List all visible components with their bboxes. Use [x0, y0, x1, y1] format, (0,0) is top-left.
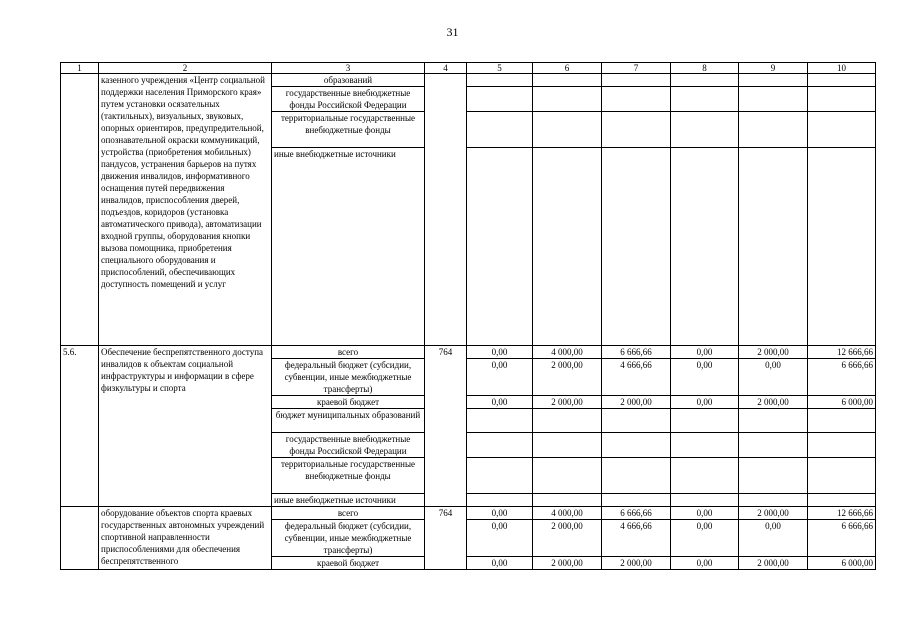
source-cell: иные внебюджетные источники — [272, 494, 425, 507]
value-cell: 2 000,00 — [533, 396, 602, 409]
header-cell: 1 — [61, 63, 99, 74]
value-cell: 2 000,00 — [739, 346, 808, 359]
value-cell: 2 000,00 — [739, 507, 808, 520]
source-cell: краевой бюджет — [272, 396, 425, 409]
value-cell: 0,00 — [467, 557, 533, 570]
header-cell: 9 — [739, 63, 808, 74]
value-cell: 2 000,00 — [739, 396, 808, 409]
code-cell: 764 — [425, 346, 467, 507]
value-cell: 2 000,00 — [739, 557, 808, 570]
budget-table — [60, 62, 876, 570]
code-cell — [425, 74, 467, 346]
code-cell: 764 — [425, 507, 467, 570]
value-cell: 6 666,66 — [602, 507, 671, 520]
item-name-cell: оборудование объектов спорта краевых государственных автономных учреждений спортивной направленности приспособлениями для обеспечения беспрепятственного — [99, 507, 272, 570]
table-row — [61, 507, 876, 520]
value-cell: 0,00 — [671, 359, 739, 396]
value-cell: 2 000,00 — [533, 557, 602, 570]
item-number-cell — [61, 74, 99, 346]
value-cell: 4 000,00 — [533, 346, 602, 359]
source-cell: территориальные государственные внебюджетные фонды — [272, 112, 425, 148]
table-row — [61, 346, 876, 359]
source-cell: территориальные государственные внебюджетные фонды — [272, 458, 425, 494]
header-cell: 7 — [602, 63, 671, 74]
value-cell: 6 666,66 — [602, 346, 671, 359]
value-cell: 6 000,00 — [808, 557, 876, 570]
source-cell: образований — [272, 74, 425, 87]
source-cell: государственные внебюджетные фонды Российской Федерации — [272, 87, 425, 112]
header-cell: 10 — [808, 63, 876, 74]
value-cell: 12 666,66 — [808, 346, 876, 359]
value-cell: 0,00 — [671, 346, 739, 359]
table-row — [61, 74, 876, 87]
source-cell: всего — [272, 507, 425, 520]
source-cell: федеральный бюджет (субсидии, субвенции, иные межбюджетные трансферты) — [272, 520, 425, 557]
value-cell: 2 000,00 — [533, 520, 602, 557]
source-cell: краевой бюджет — [272, 557, 425, 570]
header-cell: 4 — [425, 63, 467, 74]
value-cell: 0,00 — [739, 520, 808, 557]
value-cell: 0,00 — [671, 507, 739, 520]
source-cell: всего — [272, 346, 425, 359]
header-row — [61, 63, 876, 74]
value-cell: 0,00 — [671, 557, 739, 570]
value-cell: 0,00 — [467, 507, 533, 520]
value-cell: 0,00 — [739, 359, 808, 396]
header-cell: 3 — [272, 63, 425, 74]
value-cell: 2 000,00 — [533, 359, 602, 396]
source-cell: иные внебюджетные источники — [272, 148, 425, 346]
source-cell: федеральный бюджет (субсидии, субвенции, иные межбюджетные трансферты) — [272, 359, 425, 396]
value-cell: 0,00 — [467, 396, 533, 409]
value-cell: 0,00 — [671, 520, 739, 557]
header-cell: 2 — [99, 63, 272, 74]
value-cell: 4 666,66 — [602, 520, 671, 557]
value-cell: 0,00 — [467, 520, 533, 557]
item-name-cell: казенного учреждения «Центр социальной поддержки населения Приморского края» путем установки осязательных (тактильных), визуальных, звуковых, опорных ориентиров, предупредительной, опознавательной окраски коммуникаций, устройства (приобретения мобильных) пандусов, устранения барьеров на путях движения инвалидов, информативного оснащения путей передвижения инвалидов, приспособления дверей, подъездов, коридоров (установка автоматического привода), автоматизации входной группы, оборудования кнопки вызова помощника, приобретения специального оборудования и приспособлений, обеспечивающих доступность помещений и услуг — [99, 74, 272, 346]
header-cell: 8 — [671, 63, 739, 74]
value-cell: 0,00 — [671, 396, 739, 409]
value-cell: 6 666,66 — [808, 359, 876, 396]
item-name-cell: Обеспечение беспрепятственного доступа инвалидов к объектам социальной инфраструктуры и информации в сфере физкультуры и спорта — [99, 346, 272, 507]
value-cell: 6 666,66 — [808, 520, 876, 557]
source-cell: государственные внебюджетные фонды Российской Федерации — [272, 433, 425, 458]
item-number-cell: 5.6. — [61, 346, 99, 507]
value-cell: 6 000,00 — [808, 396, 876, 409]
value-cell: 0,00 — [467, 346, 533, 359]
value-cell: 4 666,66 — [602, 359, 671, 396]
value-cell: 0,00 — [467, 359, 533, 396]
header-cell: 6 — [533, 63, 602, 74]
value-cell: 4 000,00 — [533, 507, 602, 520]
source-cell: бюджет муниципальных образований — [272, 409, 425, 433]
value-cell: 12 666,66 — [808, 507, 876, 520]
value-cell: 2 000,00 — [602, 557, 671, 570]
page-number: 31 — [446, 25, 459, 39]
item-number-cell — [61, 507, 99, 570]
header-cell: 5 — [467, 63, 533, 74]
value-cell: 2 000,00 — [602, 396, 671, 409]
